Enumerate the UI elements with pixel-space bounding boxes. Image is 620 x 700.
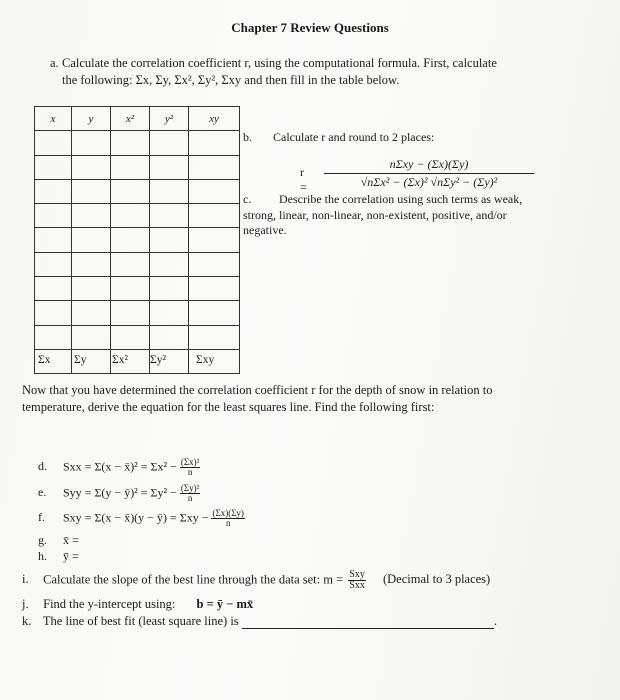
least-squares-intro bbox=[22, 382, 562, 416]
formula-fraction bbox=[324, 157, 534, 190]
formula-e-label: e. bbox=[38, 485, 47, 500]
question-a-line2: the following: Σx, Σy, Σx², Σy², Σxy and then fill in the table below. bbox=[62, 73, 400, 87]
question-c-line3: negative. bbox=[243, 223, 287, 237]
table-cell[interactable] bbox=[150, 155, 189, 179]
sum-y2: Σy² bbox=[150, 354, 166, 366]
table-cell[interactable] bbox=[35, 277, 72, 301]
formula-numerator: nΣxy − (Σx)(Σy) bbox=[324, 157, 534, 174]
table-cell[interactable] bbox=[72, 179, 111, 203]
table-cell[interactable] bbox=[150, 252, 189, 276]
table-cell[interactable] bbox=[72, 228, 111, 252]
formula-g bbox=[38, 533, 79, 548]
table-cell[interactable] bbox=[72, 301, 111, 325]
table-cell[interactable] bbox=[111, 204, 150, 228]
table-cell[interactable] bbox=[35, 325, 72, 349]
table-row bbox=[35, 252, 240, 276]
table-row bbox=[35, 131, 240, 155]
question-c-label: c. bbox=[243, 192, 252, 206]
question-i-label: i. bbox=[22, 572, 29, 587]
question-k bbox=[22, 614, 497, 629]
table-header-row bbox=[35, 107, 240, 131]
table-cell[interactable] bbox=[111, 277, 150, 301]
question-i-text: Calculate the slope of the best line through the data set: m = bbox=[43, 572, 344, 587]
question-k-end: . bbox=[493, 614, 497, 628]
formula-f-num: (Σx)(Σy) bbox=[212, 508, 244, 518]
question-c-line2: strong, linear, non-linear, non-existent, positive, and/or bbox=[243, 207, 507, 222]
table-cell[interactable] bbox=[72, 277, 111, 301]
formula-f bbox=[38, 509, 245, 528]
formula-f-fraction bbox=[211, 509, 244, 528]
data-table bbox=[34, 106, 240, 374]
table-cell[interactable] bbox=[35, 301, 72, 325]
table-row bbox=[35, 325, 240, 349]
question-i bbox=[22, 570, 490, 591]
table-cell[interactable] bbox=[35, 228, 72, 252]
table-row bbox=[35, 277, 240, 301]
question-b-text: Calculate r and round to 2 places: bbox=[273, 130, 435, 144]
table-cell[interactable] bbox=[111, 228, 150, 252]
question-i-note: (Decimal to 3 places) bbox=[382, 572, 491, 587]
question-a-label: a. bbox=[50, 56, 59, 70]
table-cell[interactable] bbox=[35, 252, 72, 276]
table-cell[interactable] bbox=[111, 301, 150, 325]
table-cell[interactable] bbox=[150, 131, 189, 155]
formula-h-label: h. bbox=[38, 549, 47, 563]
table-cell[interactable] bbox=[111, 325, 150, 349]
formula-denominator: √nΣx² − (Σx)² √nΣy² − (Σy)² bbox=[360, 175, 498, 189]
formula-e-fraction bbox=[180, 484, 200, 503]
question-c bbox=[243, 192, 563, 239]
table-cell[interactable] bbox=[150, 204, 189, 228]
header-x: x bbox=[35, 107, 72, 131]
formula-e-den: n bbox=[187, 493, 193, 503]
slope-fraction bbox=[348, 570, 366, 591]
page-title: Chapter 7 Review Questions bbox=[231, 20, 389, 35]
table-cell[interactable] bbox=[35, 204, 72, 228]
formula-e-text: Syy = Σ(y − ȳ)² = Σy² − bbox=[63, 485, 177, 500]
formula-d-text: Sxx = Σ(x − x̄)² = Σx² − bbox=[63, 459, 177, 474]
question-j-equation: b = ȳ − mx̄ bbox=[196, 597, 254, 611]
table-cell[interactable] bbox=[72, 155, 111, 179]
table-row bbox=[35, 179, 240, 203]
table-cell[interactable] bbox=[72, 131, 111, 155]
formula-g-label: g. bbox=[38, 533, 47, 547]
table-cell[interactable] bbox=[189, 325, 240, 349]
question-c-line1: Describe the correlation using such terms as weak, bbox=[279, 192, 523, 206]
table-cell[interactable] bbox=[189, 204, 240, 228]
question-j-text: Find the y-intercept using: bbox=[43, 597, 176, 611]
header-y2: y² bbox=[150, 107, 189, 131]
table-cell[interactable] bbox=[35, 155, 72, 179]
table-cell[interactable] bbox=[150, 277, 189, 301]
table-cell[interactable] bbox=[111, 252, 150, 276]
r-equals: r = bbox=[300, 165, 307, 194]
table-cell[interactable] bbox=[35, 179, 72, 203]
formula-f-label: f. bbox=[38, 510, 45, 525]
table-cell[interactable] bbox=[72, 325, 111, 349]
formula-h bbox=[38, 549, 79, 564]
table-cell[interactable] bbox=[189, 179, 240, 203]
sum-y: Σy bbox=[74, 354, 87, 366]
formula-h-text: ȳ = bbox=[63, 549, 79, 563]
slope-num: Sxy bbox=[349, 569, 365, 580]
question-b-label: b. bbox=[243, 130, 252, 144]
question-j bbox=[22, 597, 253, 612]
table-cell[interactable] bbox=[189, 228, 240, 252]
table-cell[interactable] bbox=[72, 204, 111, 228]
table-cell[interactable] bbox=[35, 131, 72, 155]
sum-x2: Σx² bbox=[112, 354, 128, 366]
header-x2: x² bbox=[111, 107, 150, 131]
formula-e-num: (Σy)² bbox=[180, 483, 200, 493]
table-row bbox=[35, 204, 240, 228]
table-cell[interactable] bbox=[150, 325, 189, 349]
question-b bbox=[243, 130, 434, 145]
header-xy: xy bbox=[189, 107, 240, 131]
table-cell[interactable] bbox=[111, 155, 150, 179]
formula-f-text: Sxy = Σ(x − x̄)(y − ȳ) = Σxy − bbox=[63, 510, 209, 525]
table-cell[interactable] bbox=[111, 179, 150, 203]
formula-d-den: n bbox=[187, 467, 193, 477]
intro-line1: Now that you have determined the correlation coefficient r for the depth of snow in relation to bbox=[22, 383, 493, 397]
table-cell[interactable] bbox=[189, 301, 240, 325]
formula-f-den: n bbox=[225, 518, 231, 528]
sum-x: Σx bbox=[38, 354, 51, 366]
table-cell[interactable] bbox=[189, 155, 240, 179]
formula-g-text: x̄ = bbox=[63, 533, 79, 547]
formula-e bbox=[38, 484, 200, 503]
table-cell[interactable] bbox=[150, 179, 189, 203]
slope-den: Sxx bbox=[349, 580, 365, 591]
formula-d-label: d. bbox=[38, 459, 47, 474]
table-cell[interactable] bbox=[150, 301, 189, 325]
table-cell[interactable] bbox=[111, 131, 150, 155]
table-row bbox=[35, 155, 240, 179]
header-y: y bbox=[72, 107, 111, 131]
question-a-line1: Calculate the correlation coefficient r, using the computational formula. First, calculate bbox=[62, 56, 497, 70]
question-a bbox=[50, 55, 572, 89]
table-cell[interactable] bbox=[72, 252, 111, 276]
table-cell[interactable] bbox=[150, 228, 189, 252]
sum-xy: Σxy bbox=[196, 354, 215, 366]
formula-d-num: (Σx)² bbox=[180, 457, 200, 467]
table-row bbox=[35, 301, 240, 325]
intro-line2: temperature, derive the equation for the least squares line. Find the following first: bbox=[22, 400, 435, 414]
answer-blank-line[interactable] bbox=[242, 616, 494, 629]
table-cell[interactable] bbox=[189, 277, 240, 301]
question-j-label: j. bbox=[22, 597, 29, 611]
formula-d bbox=[38, 458, 200, 477]
question-k-text: The line of best fit (least square line) is bbox=[42, 614, 239, 628]
table-cell[interactable] bbox=[189, 131, 240, 155]
formula-d-fraction bbox=[180, 458, 200, 477]
table-cell[interactable] bbox=[189, 252, 240, 276]
question-k-label: k. bbox=[22, 614, 32, 628]
table-row bbox=[35, 228, 240, 252]
